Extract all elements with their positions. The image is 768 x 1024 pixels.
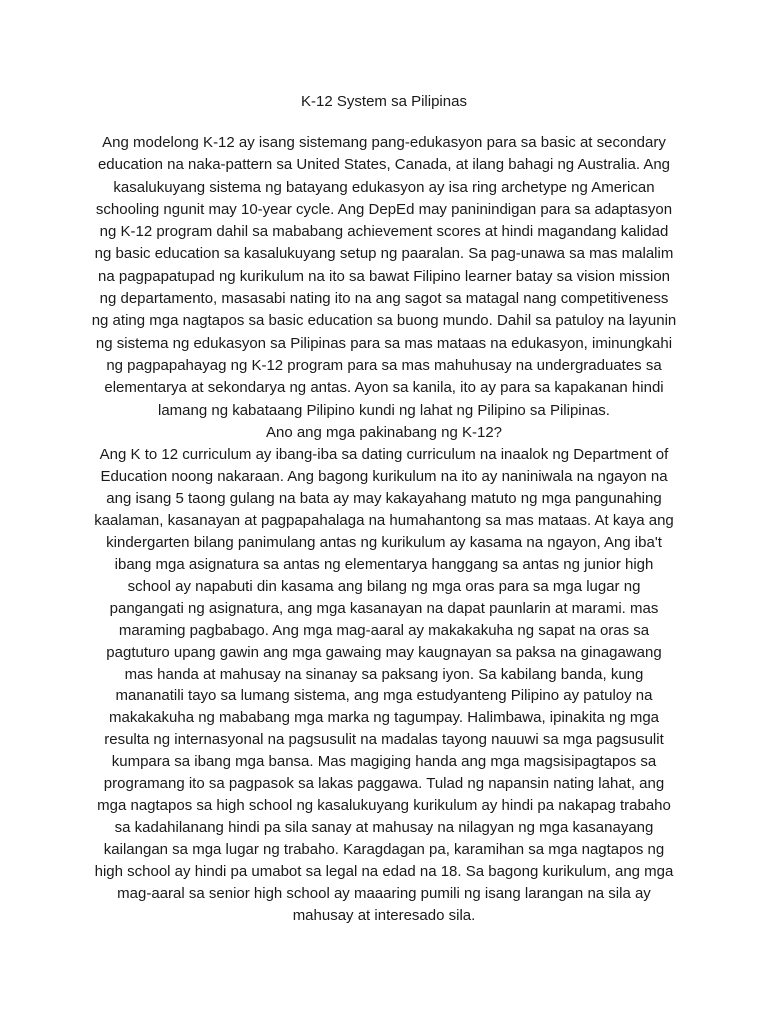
paragraph-line: mag-aaral sa senior high school ay maaaring pumili ng isang larangan na sila ay [117, 885, 651, 903]
paragraph-line: Ang modelong K-12 ay isang sistemang pang-edukasyon para sa basic at secondary [102, 134, 666, 151]
paragraph-line: elementarya at sekondarya ng antas. Ayon sa kanila, ito ay para sa kapakanan hindi [104, 379, 664, 397]
paragraph-line: pagtuturo upang gawin ang mga gawaing may kaugnayan sa paksa na ginagawang [106, 643, 662, 661]
paragraph-line: sa kadahilanang hindi pa sila sanay at mahusay na nilagyan ng mga kasanayang [114, 819, 654, 837]
paragraph-line: resulta ng internasyonal na pagsusulit na madalas tayong nauuwi sa mga pagsusulit [104, 731, 664, 749]
paragraph-line: school ay napabuti din kasama ang bilang ng mga oras para sa mga lugar ng [127, 577, 641, 595]
paragraph-line: ibang mga asignatura sa antas ng elementarya hanggang sa antas ng junior high [114, 555, 654, 573]
paragraph-benefits [0, 444, 768, 927]
paragraph-line: ng pagpapahayag ng K-12 program para sa mas mahuhusay na undergraduates sa [106, 356, 662, 374]
paragraph-line: pangangati ng asignatura, ang mga kasanayan na dapat paunlarin at marami. mas [109, 599, 659, 617]
paragraph-line: maraming pagbabago. Ang mga mag-aaral ay makakakuha ng sapat na oras sa [118, 621, 650, 639]
paragraph-line: makakakuha ng mababang mga marka ng tagumpay. Halimbawa, ipinakita ng mga [108, 709, 660, 727]
paragraph-intro [0, 132, 768, 422]
paragraph-line: mas handa at mahusay na sinanay sa paksang iyon. Sa kabilang banda, kung [124, 665, 644, 683]
paragraph-line: kumpara sa ibang mga bansa. Mas magiging handa ang mga magsisipagtapos sa [111, 753, 657, 771]
paragraph-line: kaalaman, kasanayan at pagpapahalaga na humahantong sa mas mataas. At kaya ang [94, 511, 674, 529]
paragraph-line: lamang ng kabataang Pilipino kundi ng lahat ng Pilipino sa Pilipinas. [158, 401, 610, 419]
paragraph-line: ng departamento, masasabi nating ito na ang sagot sa matagal nang competitiveness [99, 290, 669, 308]
paragraph-line: ng sistema ng edukasyon sa Pilipinas para sa mas mataas na edukasyon, iminungkahi [95, 334, 673, 352]
document-title: K-12 System sa Pilipinas [301, 93, 467, 110]
paragraph-line: Ang K to 12 curriculum ay ibang-iba sa dating curriculum na inaalok ng Department of [99, 446, 669, 463]
paragraph-line: mahusay at interesado sila. [292, 907, 476, 925]
paragraph-line: ng ating mga nagtapos sa basic education sa buong mundo. Dahil sa patuloy na layunin [91, 312, 677, 330]
paragraph-line: schooling ngunit may 10-year cycle. Ang DepEd may paninindigan para sa adaptasyon [95, 200, 673, 218]
section-heading: Ano ang mga pakinabang ng K-12? [265, 424, 502, 441]
paragraph-line: education na naka-pattern sa United States, Canada, at ilang bahagi ng Australia. Ang [97, 156, 671, 174]
paragraph-line: Education noong nakaraan. Ang bagong kurikulum na ito ay naniniwala na ngayon na [100, 467, 668, 485]
paragraph-line: kasalukuyang sistema ng batayang edukasyon ay isa ring archetype ng American [113, 178, 655, 196]
paragraph-line: na pagpapatupad ng kurikulum na ito sa bawat Filipino learner batay sa vision mission [98, 267, 670, 285]
paragraph-line: ng basic education sa kasalukuyang setup ng paaralan. Sa pag-unawa sa mas malalim [94, 245, 674, 263]
paragraph-line: high school ay hindi pa umabot sa legal na edad na 18. Sa bagong kurikulum, ang mga [94, 863, 674, 881]
paragraph-line: programang ito sa pagpasok sa lakas paggawa. Tulad ng napansin nating lahat, ang [103, 775, 665, 793]
paragraph-line: ang isang 5 taong gulang na bata ay may kakayahang matuto ng mga pangunahing [106, 489, 662, 507]
paragraph-line: mananatili tayo sa lumang sistema, ang mga estudyanteng Pilipino ay patuloy na [115, 687, 653, 705]
paragraph-line: kailangan sa mga lugar ng trabaho. Karagdagan pa, karamihan sa mga nagtapos ng [103, 841, 665, 859]
paragraph-line: ng K-12 program dahil sa mababang achievement scores at hindi magandang kalidad [99, 223, 669, 241]
paragraph-line: mga nagtapos sa high school ng kasalukuyang kurikulum ay hindi pa nakapag trabaho [97, 797, 671, 815]
paragraph-line: kindergarten bilang panimulang antas ng kurikulum ay kasama na ngayon, Ang iba't [106, 533, 662, 551]
